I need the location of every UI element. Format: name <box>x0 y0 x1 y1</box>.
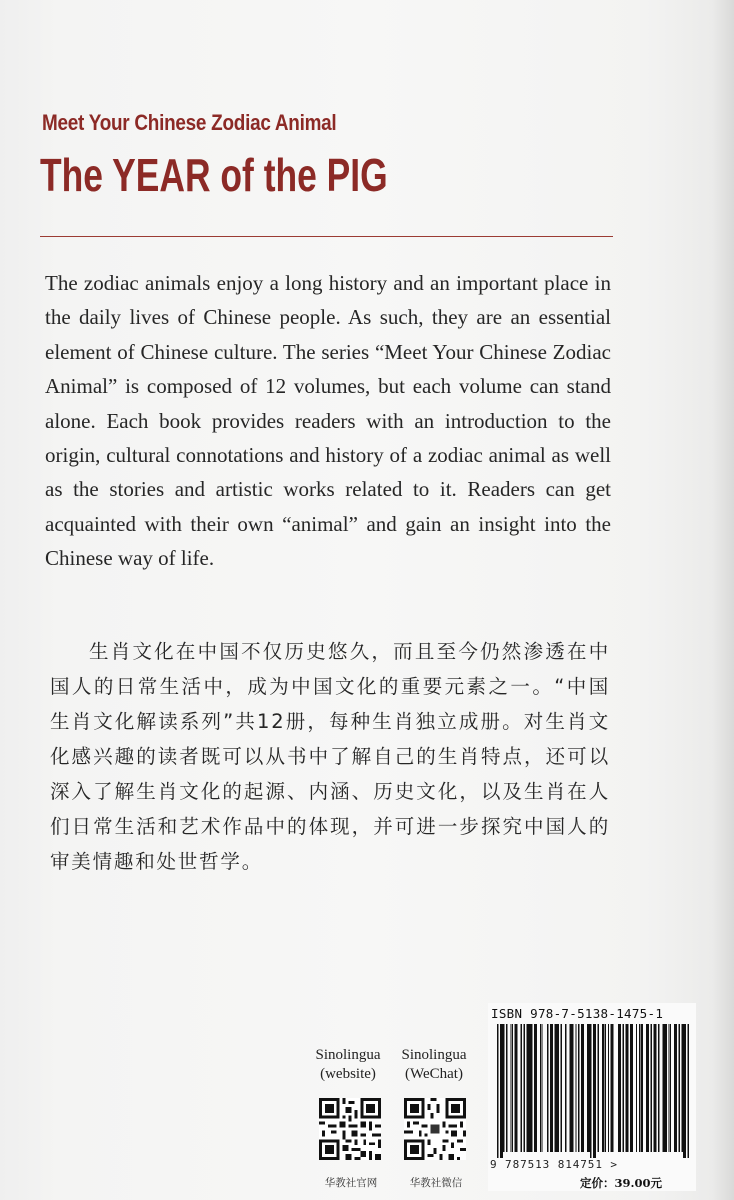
barcode-bar <box>516 1024 517 1152</box>
barcode-bar <box>662 1024 663 1152</box>
barcode-bar <box>618 1024 619 1152</box>
wechat-qr-label <box>392 1046 476 1084</box>
wechat-qr-name: Sinolingua <box>401 1047 467 1063</box>
title-divider <box>40 236 613 237</box>
english-paragraph: The zodiac animals enjoy a long history and an important place in the daily lives of Chinese people. As such, they are an essential element of Chinese culture. The series “Meet Your Chinese Zodiac Animal” is composed of 12 volumes, but each volume can stand alone. Each book provides readers with an introduction to the origin, cultural connotations and history of a zodiac animal as well as the stories and artistic works related to it. Readers can get acquainted with their own “animal” and gain an insight into the Chinese way of life. <box>45 271 611 571</box>
website-qr-caption: 华教社官网 <box>324 1177 378 1189</box>
barcode-bar <box>578 1024 579 1152</box>
barcode-bar <box>631 1024 632 1152</box>
barcode-bar <box>688 1024 689 1158</box>
book-title: The YEAR of the PIG <box>40 149 388 201</box>
wechat-qr-code <box>404 1098 466 1160</box>
barcode-bar <box>541 1024 542 1152</box>
barcode-bar <box>668 1024 669 1152</box>
barcode-bar <box>569 1024 570 1152</box>
barcode-bar <box>623 1024 624 1152</box>
barcode-bar <box>575 1024 576 1152</box>
barcode-bar <box>550 1024 551 1152</box>
english-description <box>45 266 611 576</box>
barcode-bar <box>555 1024 556 1152</box>
barcode-bar <box>625 1024 626 1152</box>
barcode-bar <box>571 1024 572 1152</box>
website-qr-code <box>319 1098 381 1160</box>
barcode-bar <box>558 1024 559 1152</box>
barcode-bar <box>583 1024 584 1152</box>
barcode-bar <box>503 1024 504 1152</box>
barcode-bar <box>581 1024 582 1152</box>
barcode-bar <box>620 1024 621 1152</box>
barcode-bar <box>556 1024 557 1152</box>
barcode-bar <box>602 1024 603 1152</box>
isbn-label: ISBN 978-7-5138-1475-1 <box>491 1006 664 1021</box>
barcode-bar <box>529 1024 530 1152</box>
barcode-bar <box>594 1024 595 1158</box>
barcode-bar <box>524 1024 525 1152</box>
chinese-paragraph: 生肖文化在中国不仅历史悠久，而且至今仍然渗透在中国人的日常生活中，成为中国文化的重要元素之一。“中国生肖文化解读系列”共12册，每种生肖独立成册。对生肖文化感兴趣的读者既可以从书中了解自己的生肖特点，还可以深入了解生肖文化的起源、内涵、历史文化，以及生肖在人们日常生活和艺术作品中的体现，并可进一步探究中国人的审美情趣和处世哲学。 <box>50 640 610 873</box>
barcode-bar <box>572 1024 573 1152</box>
barcode-bar <box>535 1024 536 1152</box>
barcode-bar <box>605 1024 606 1152</box>
barcode-bar <box>654 1024 655 1152</box>
barcode-bar <box>528 1024 529 1152</box>
barcode-bar <box>679 1024 680 1152</box>
barcode-bar <box>685 1024 686 1158</box>
barcode-bar <box>603 1024 604 1152</box>
barcode-bar <box>651 1024 652 1152</box>
barcode-bar <box>515 1024 516 1152</box>
barcode-bar <box>674 1024 675 1152</box>
chinese-description <box>50 634 610 879</box>
barcode-bar <box>593 1024 594 1158</box>
barcode-bar <box>589 1024 590 1152</box>
barcode-bar <box>531 1024 532 1152</box>
barcode-bar <box>561 1024 562 1152</box>
barcode-bar <box>658 1024 659 1152</box>
wechat-qr-kind: (WeChat) <box>405 1066 463 1082</box>
website-qr-name: Sinolingua <box>315 1047 381 1063</box>
barcode-bar <box>547 1024 548 1152</box>
barcode-bar <box>627 1024 628 1152</box>
barcode-bar <box>527 1024 528 1152</box>
barcode-bar <box>510 1024 511 1152</box>
barcode-bar <box>597 1024 598 1152</box>
price-label: 定价：39.00元 <box>580 1176 663 1190</box>
barcode-bar <box>648 1024 649 1152</box>
barcode-bar <box>639 1024 640 1152</box>
barcode-bar <box>611 1024 612 1152</box>
barcode-bar <box>497 1024 498 1158</box>
barcode-bar <box>552 1024 553 1152</box>
barcode-bar <box>640 1024 641 1152</box>
series-title: Meet Your Chinese Zodiac Animal <box>42 110 337 135</box>
barcode-bar <box>665 1024 666 1152</box>
barcode-bar <box>646 1024 647 1152</box>
website-qr-label <box>306 1046 390 1084</box>
barcode-bar <box>642 1024 643 1152</box>
barcode-digits: 9 787513 814751 > <box>490 1158 618 1171</box>
barcode-bar <box>565 1024 566 1152</box>
barcode-bar <box>540 1024 541 1152</box>
barcode-bar <box>636 1024 637 1152</box>
barcode-bar <box>670 1024 671 1152</box>
barcode-bar <box>512 1024 513 1152</box>
barcode-bar <box>608 1024 609 1152</box>
barcode-bar <box>500 1024 501 1158</box>
barcode-bar <box>664 1024 665 1152</box>
barcode-bar <box>682 1024 683 1152</box>
barcode-bar <box>655 1024 656 1152</box>
wechat-qr-caption: 华教社微信 <box>409 1177 463 1189</box>
barcode-bar <box>630 1024 631 1152</box>
barcode-bar <box>501 1024 502 1158</box>
website-qr-kind: (website) <box>320 1066 376 1082</box>
barcode-bar <box>534 1024 535 1152</box>
barcode-bar <box>676 1024 677 1152</box>
barcode-bar <box>683 1024 684 1158</box>
isbn-barcode <box>497 1024 689 1158</box>
barcode-bar <box>590 1024 591 1158</box>
barcode-bar <box>521 1024 522 1152</box>
barcode-bar <box>587 1024 588 1152</box>
barcode-bar <box>612 1024 613 1152</box>
barcode-bar <box>506 1024 507 1152</box>
